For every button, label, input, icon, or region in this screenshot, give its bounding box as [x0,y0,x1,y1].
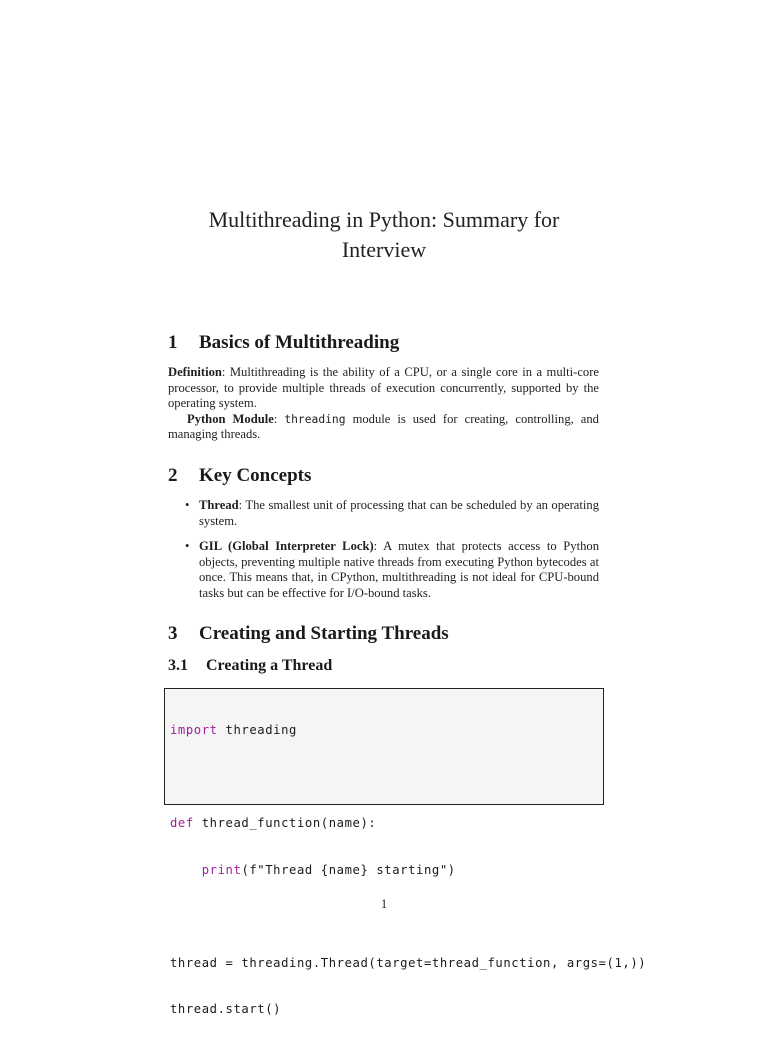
bullet-term: GIL (Global Interpreter Lock) [199,539,374,553]
title-line-1: Multithreading in Python: Summary for [208,207,560,232]
code-line [170,723,646,739]
subsection-heading-3-1 [168,656,332,676]
code-text: (f"Thread {name} starting") [241,862,456,877]
bullet-text: : The smallest unit of processing that can be scheduled by an operating system. [199,498,599,528]
code-line: thread.start() [170,1002,282,1016]
section-title: Creating and Starting Threads [199,623,449,644]
bullet-term: Thread [199,498,239,512]
code-line [170,816,646,832]
module-text: module is used for creating, controlling, and managing threads. [168,411,599,441]
definition-label: Definition [168,365,222,379]
module-paragraph [168,412,599,443]
section-1-body [168,365,599,443]
key-concepts-list [168,498,599,601]
list-item [168,498,599,529]
module-code: threading [284,412,346,426]
title-line-2: Interview [341,237,427,262]
page-number: 1 [380,897,388,911]
definition-text: : Multithreading is the ability of a CPU, or a single core in a multi-core processor, to provide multiple threads of execution concurrently, supported by the operating system. [168,365,599,410]
bullet-icon: • [185,498,190,512]
code-keyword: def [170,816,194,830]
section-number: 2 [168,465,178,486]
section-title: Key Concepts [199,465,312,486]
bullet-text: : A mutex that protects access to Python objects, preventing multiple native threads from executing Python bytecodes at once. This means that, in CPython, multithreading is not ideal for CPU-bound tasks but can be effective for I/O-bound tasks. [199,539,599,600]
code-text: threading [217,723,297,737]
code-indent [170,863,202,877]
code-blank-line [170,770,646,786]
code-block [170,692,646,1049]
list-item [168,539,599,601]
section-heading-2 [168,464,311,488]
subsection-number: 3.1 [168,657,188,674]
code-line: thread = threading.Thread(target=thread_function, args=(1,)) [170,955,647,970]
section-number: 3 [168,623,178,644]
code-keyword: import [170,723,218,737]
code-listing [164,688,647,1016]
code-line [170,863,646,879]
module-prefix: : [273,411,285,426]
document-title [170,205,598,265]
definition-paragraph [168,365,599,412]
bullet-icon: • [185,539,190,553]
section-heading-3 [168,622,449,646]
module-label: Python Module [187,411,274,426]
code-text: thread_function(name): [193,816,377,830]
subsection-title: Creating a Thread [206,657,333,674]
section-heading-1 [168,331,399,355]
code-keyword: print [201,862,242,877]
section-title: Basics of Multithreading [199,332,400,353]
section-number: 1 [168,332,178,353]
